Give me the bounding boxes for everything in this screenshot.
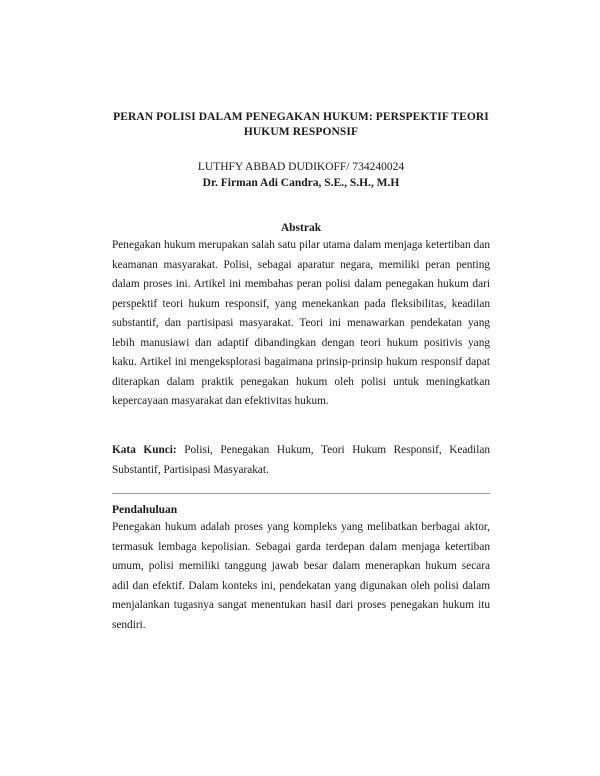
document-title: PERAN POLISI DALAM PENEGAKAN HUKUM: PERSPEKTIF TEORI HUKUM RESPONSIF <box>113 111 489 138</box>
introduction-body: Penegakan hukum adalah proses yang kompleks yang melibatkan berbagai aktor, termasuk lembaga kepolisian. Sebagai garda terdepan dalam menjaga ketertiban umum, polisi memiliki tanggung jawab besar dalam menerapkan hukum secara adil dan efektif. Dalam konteks ini, pendekatan yang digunakan oleh polisi dalam menjalankan tugasnya sangat menentukan hasil dari proses penegakan hukum itu sendiri. <box>112 521 490 631</box>
introduction-heading: Pendahuluan <box>112 504 178 516</box>
keywords-text: Polisi, Penegakan Hukum, Teori Hukum Responsif, Keadilan Substantif, Partisipasi Masyarakat. <box>112 444 491 476</box>
author-line: LUTHFY ABBAD DUDIKOFF/ 734240024 <box>197 161 405 173</box>
keywords-label: Kata Kunci: <box>112 444 177 456</box>
abstract-body: Penegakan hukum merupakan salah satu pilar utama dalam menjaga ketertiban dan keamanan masyarakat. Polisi, sebagai aparatur negara, memiliki peran penting dalam proses ini. Artikel ini membahas peran polisi dalam penegakan hukum dari perspektif teori hukum responsif, yang menekankan pada fleksibilitas, keadilan substantif, dan partisipasi masyarakat. Teori ini menawarkan pendekatan yang lebih manusiawi dan adaptif dibandingkan dengan teori hukum positivis yang kaku. Artikel ini mengeksplorasi bagaimana prinsip-prinsip hukum responsif dapat diterapkan dalam praktik penegakan hukum oleh polisi untuk meningkatkan kepercayaan masyarakat dan efektivitas hukum. <box>112 239 490 407</box>
keywords-paragraph <box>112 441 490 480</box>
supervisor-line: Dr. Firman Adi Candra, S.E., S.H., M.H <box>202 177 400 189</box>
abstract-heading: Abstrak <box>280 222 322 234</box>
section-divider <box>112 493 490 494</box>
